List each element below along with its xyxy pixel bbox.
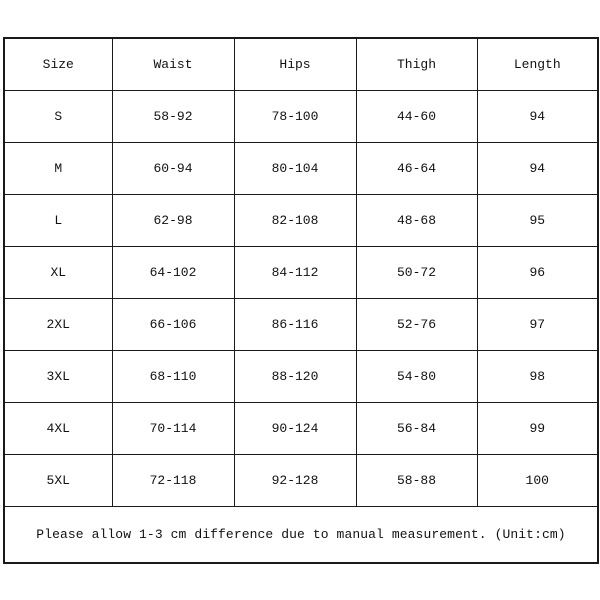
cell-size: 5XL xyxy=(4,455,112,507)
cell-size: 3XL xyxy=(4,351,112,403)
cell-waist: 60-94 xyxy=(112,143,234,195)
cell-hips: 84-112 xyxy=(234,247,356,299)
cell-size: L xyxy=(4,195,112,247)
cell-thigh: 48-68 xyxy=(356,195,477,247)
cell-waist: 58-92 xyxy=(112,91,234,143)
table-row xyxy=(4,351,598,403)
cell-length: 96 xyxy=(477,247,598,299)
cell-thigh: 52-76 xyxy=(356,299,477,351)
cell-size: 2XL xyxy=(4,299,112,351)
table-row xyxy=(4,143,598,195)
cell-hips: 82-108 xyxy=(234,195,356,247)
table-body xyxy=(4,91,598,564)
cell-size: 4XL xyxy=(4,403,112,455)
table-row xyxy=(4,91,598,143)
cell-size: M xyxy=(4,143,112,195)
header-size: Size xyxy=(4,38,112,91)
cell-length: 98 xyxy=(477,351,598,403)
header-length: Length xyxy=(477,38,598,91)
cell-thigh: 58-88 xyxy=(356,455,477,507)
header-waist: Waist xyxy=(112,38,234,91)
cell-length: 99 xyxy=(477,403,598,455)
cell-hips: 80-104 xyxy=(234,143,356,195)
note-row xyxy=(4,507,598,564)
cell-hips: 92-128 xyxy=(234,455,356,507)
cell-waist: 70-114 xyxy=(112,403,234,455)
cell-hips: 86-116 xyxy=(234,299,356,351)
cell-length: 94 xyxy=(477,91,598,143)
table-row xyxy=(4,455,598,507)
header-hips: Hips xyxy=(234,38,356,91)
cell-hips: 90-124 xyxy=(234,403,356,455)
cell-waist: 64-102 xyxy=(112,247,234,299)
size-chart-table xyxy=(3,37,599,564)
cell-thigh: 50-72 xyxy=(356,247,477,299)
cell-waist: 66-106 xyxy=(112,299,234,351)
cell-thigh: 44-60 xyxy=(356,91,477,143)
cell-length: 95 xyxy=(477,195,598,247)
cell-thigh: 54-80 xyxy=(356,351,477,403)
cell-length: 94 xyxy=(477,143,598,195)
cell-hips: 78-100 xyxy=(234,91,356,143)
cell-waist: 68-110 xyxy=(112,351,234,403)
table-row xyxy=(4,403,598,455)
cell-length: 100 xyxy=(477,455,598,507)
cell-size: XL xyxy=(4,247,112,299)
header-thigh: Thigh xyxy=(356,38,477,91)
table-row xyxy=(4,195,598,247)
cell-thigh: 56-84 xyxy=(356,403,477,455)
cell-thigh: 46-64 xyxy=(356,143,477,195)
table-header xyxy=(4,38,598,91)
cell-length: 97 xyxy=(477,299,598,351)
table-row xyxy=(4,299,598,351)
measurement-note: Please allow 1-3 cm difference due to manual measurement. (Unit:cm) xyxy=(4,507,598,564)
table-row xyxy=(4,247,598,299)
cell-size: S xyxy=(4,91,112,143)
cell-waist: 62-98 xyxy=(112,195,234,247)
cell-hips: 88-120 xyxy=(234,351,356,403)
header-row xyxy=(4,38,598,91)
cell-waist: 72-118 xyxy=(112,455,234,507)
